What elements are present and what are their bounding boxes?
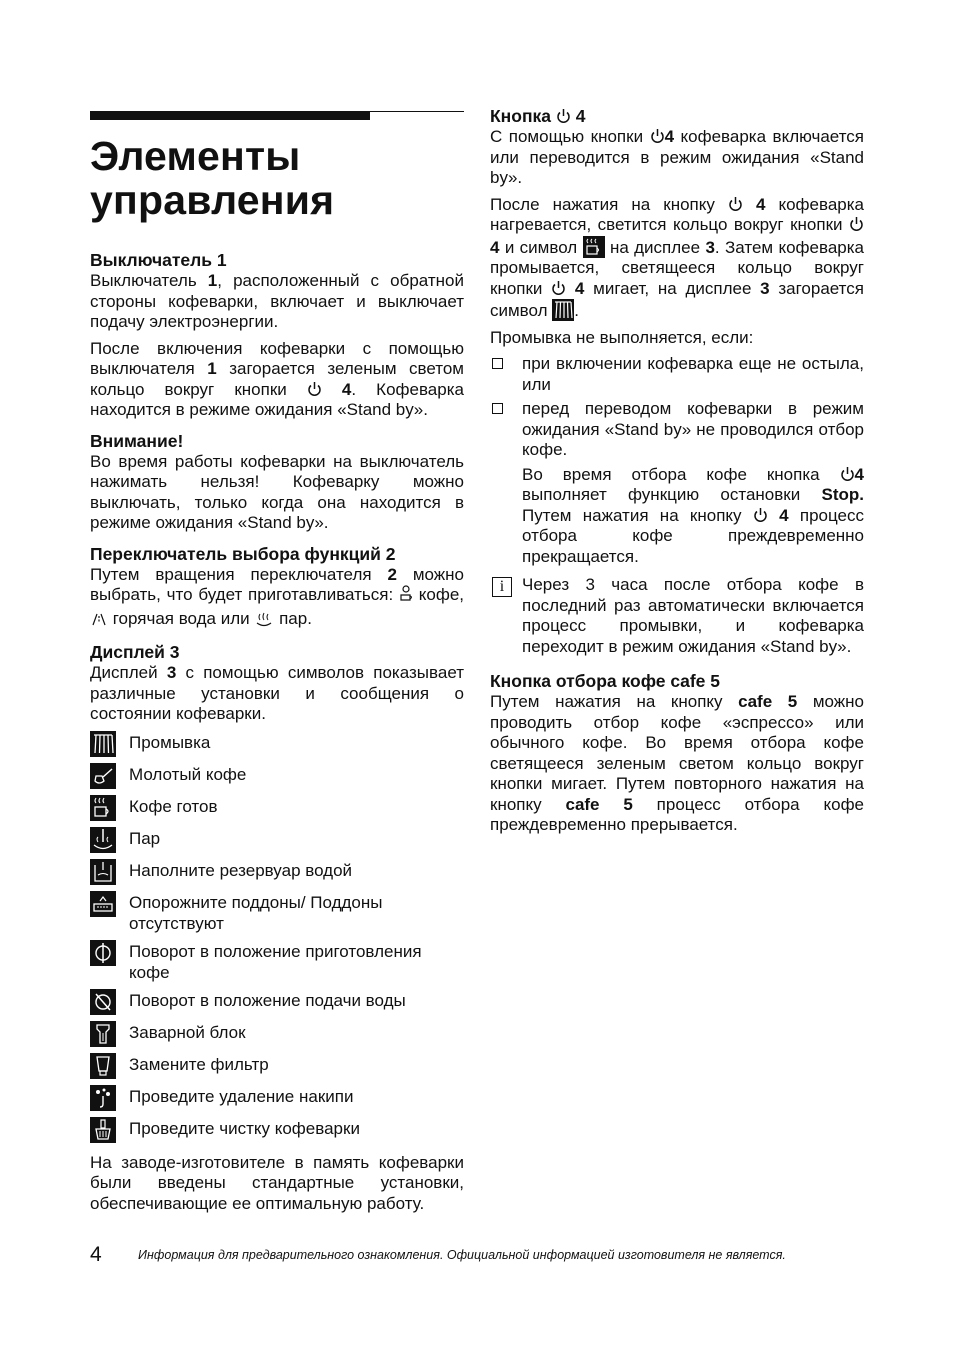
button4-paragraph-4: Во время отбора кофе кнопка 4 выполняет функцию остановки Stop. Путем нажатия на кнопку 4 процесс отбора кофе преждевременно прекращается. <box>522 464 865 566</box>
power-icon <box>556 108 571 124</box>
button4-heading: Кнопка 4 <box>490 106 586 126</box>
switch-heading: Выключатель 1 <box>90 250 227 270</box>
footer <box>90 1243 870 1267</box>
symbol-label: Промывка <box>129 732 211 752</box>
symbol-label: Пар <box>129 828 161 848</box>
cafe-heading: Кнопка отбора кофе cafe 5 <box>490 671 720 691</box>
symbol-label: Наполните резервуар водой <box>129 860 353 880</box>
symbol-label: Опорожните поддоны/ Поддоны отсутствуют <box>129 892 383 933</box>
section-selector <box>90 544 464 633</box>
attention-text: Во время работы кофеварки на выключатель нажимать нельзя! Кофеварку можно выключать, только когда она находится в режиме ожидания «Stand by». <box>90 451 464 532</box>
clean-icon <box>90 1117 116 1143</box>
turn-water-icon <box>90 989 116 1015</box>
attention-heading: Внимание! <box>90 430 184 451</box>
power-icon <box>307 381 322 397</box>
descale-icon <box>90 1085 116 1111</box>
power-icon <box>849 216 864 232</box>
left-column <box>90 108 464 1224</box>
list-item <box>90 1085 464 1111</box>
rinse-icon <box>552 299 574 321</box>
list-item <box>90 989 464 1015</box>
ground-coffee-icon <box>90 763 116 789</box>
button4-paragraph-3: Промывка не выполняется, если: <box>490 327 754 347</box>
symbol-label: Кофе готов <box>129 796 218 816</box>
turn-coffee-icon <box>90 940 116 966</box>
title-rule-thick <box>90 111 370 120</box>
list-item <box>490 399 864 461</box>
button4-paragraph-1: С помощью кнопки 4 кофеварка включается или переводится в режим ожидания «Stand by». <box>490 127 865 187</box>
button4-paragraph-2: После нажатия на кнопку 4 кофеварка нагревается, светится кольцо вокруг кнопки 4 и символ на дисплее 3. Затем кофеварка промывается, светящееся кольцо вокруг кнопки 4 мигает, на дисплее 3 загорается символ . <box>490 194 864 320</box>
power-icon <box>840 466 855 482</box>
symbol-label: Поворот в положение приготовления кофе <box>129 941 422 982</box>
info-note <box>490 575 864 657</box>
list-item <box>90 763 464 789</box>
coffee-ready-icon <box>90 795 116 821</box>
bullet-text: перед переводом кофеварки в режим ожидания «Stand by» не проводился отбор кофе. <box>522 399 864 459</box>
power-icon <box>728 196 743 212</box>
power-icon <box>551 280 566 296</box>
symbol-label: Замените фильтр <box>129 1054 269 1074</box>
list-item <box>90 795 464 821</box>
switch-paragraph-1: Выключатель 1, расположенный с обратной стороны кофеварки, включает и выключает подачу электроэнергии. <box>90 271 464 331</box>
selector-text: Путем вращения переключателя 2 можно выбрать, что будет приготавливаться: кофе, горячая вода или пар. <box>90 565 464 633</box>
filter-icon <box>90 1053 116 1079</box>
symbol-label: Проведите удаление накипи <box>129 1086 354 1106</box>
list-item <box>90 859 464 885</box>
checkbox-bullet-icon <box>492 358 503 369</box>
title-rule <box>90 108 464 122</box>
coffee-ready-icon <box>583 236 605 258</box>
symbol-list <box>90 731 464 1143</box>
footer-disclaimer: Информация для предварительного ознакомления. Официальной информацией изготовителя не является. <box>138 1248 786 1262</box>
display-text: Дисплей 3 с помощью символов показывает различные установки и сообщения о состоянии кофеварки. <box>90 663 464 723</box>
switch-paragraph-2: После включения кофеварки с помощью выключателя 1 загорается зеленым светом кольцо вокруг кнопки 4. Кофеварка находится в режиме ожидания «Stand by». <box>90 338 464 419</box>
rinse-icon <box>90 731 116 757</box>
bullet-text: при включении кофеварка еще не остыла, или <box>522 354 864 394</box>
list-item <box>90 1117 464 1143</box>
list-item <box>90 827 464 853</box>
checkbox-bullet-icon <box>492 403 503 414</box>
steam-icon <box>90 827 116 853</box>
symbol-label: Поворот в положение подачи воды <box>129 990 406 1010</box>
section-switch <box>90 250 464 421</box>
factory-settings-text: На заводе-изготовителе в память кофеварки были введены стандартные установки, обеспечивающие ее оптимальную работу. <box>90 1152 464 1213</box>
section-button4 <box>490 106 864 657</box>
section-cafe <box>490 671 864 836</box>
symbol-label: Заварной блок <box>129 1022 246 1042</box>
list-item <box>90 731 464 757</box>
display-heading: Дисплей 3 <box>90 642 180 662</box>
list-item <box>90 1053 464 1079</box>
fill-water-icon <box>90 859 116 885</box>
page-title: Элементы управления <box>90 133 335 223</box>
power-icon <box>753 507 768 523</box>
list-item <box>90 1021 464 1047</box>
coffee-cup-icon <box>399 585 413 609</box>
power-icon <box>650 128 665 144</box>
empty-trays-icon <box>90 891 116 917</box>
section-display <box>90 642 464 1214</box>
cafe-text: Путем нажатия на кнопку cafe 5 можно проводить отбор кофе «эспрессо» или обычного кофе. Во время отбора кофе светящееся зеленым светом кольцо вокруг кнопки мигает. Путем повторного нажатия на кнопку cafe 5 процесс отбора кофе преждевременно прерывается. <box>490 692 865 834</box>
info-text: Через 3 часа после отбора кофе в последний раз автоматически включается процесс промывки, и кофеварка переходит в режим ожидания «Stand by». <box>522 575 864 656</box>
brew-unit-icon <box>90 1021 116 1047</box>
selector-heading: Переключатель выбора функций 2 <box>90 543 396 564</box>
page-number: 4 <box>90 1243 102 1266</box>
list-item <box>90 891 464 934</box>
hot-water-icon <box>90 611 108 633</box>
list-item <box>490 354 864 395</box>
info-icon: i <box>492 577 512 597</box>
symbol-label: Проведите чистку кофеварки <box>129 1118 360 1138</box>
right-column <box>490 106 864 846</box>
list-item <box>90 940 464 983</box>
symbol-label: Молотый кофе <box>129 764 247 784</box>
steam-small-icon <box>254 611 274 633</box>
section-attention <box>90 431 464 534</box>
